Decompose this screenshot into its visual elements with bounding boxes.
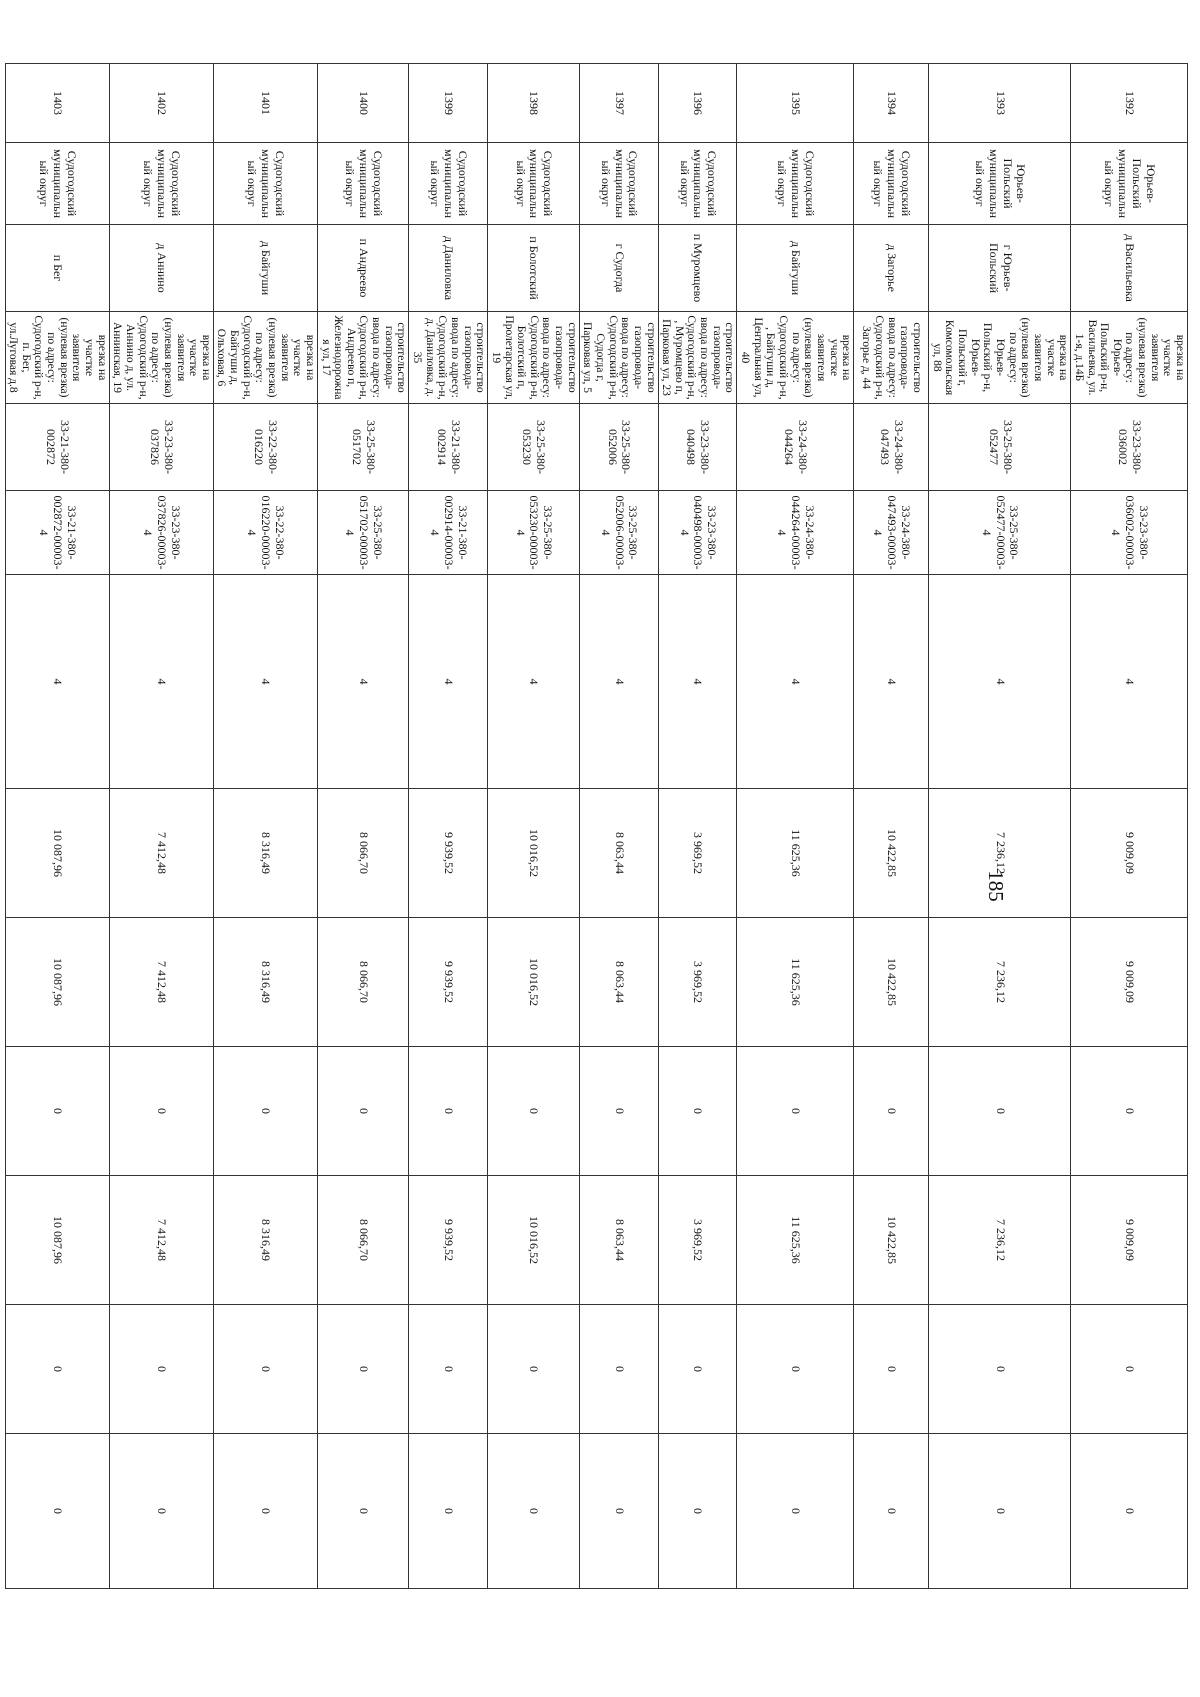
table-row — [109, 64, 213, 1589]
value-cell-2: 10 087,96 — [5, 918, 109, 1047]
value-cell-3: 0 — [658, 1047, 737, 1176]
district-cell: Судогодский муниципальный округ — [579, 143, 658, 225]
category-cell: 4 — [1071, 575, 1188, 789]
contract-number-cell: 33-23-380-037826-00003-4 — [109, 491, 213, 575]
value-cell-4: 9 939,52 — [409, 1176, 488, 1305]
table-row — [317, 64, 408, 1589]
cadastral-number-cell: 33-24-380-047493 — [854, 404, 929, 491]
contract-number-cell: 33-23-380-040498-00003-4 — [658, 491, 737, 575]
category-cell: 4 — [488, 575, 579, 789]
value-cell-6: 0 — [658, 1434, 737, 1589]
value-cell-5: 0 — [929, 1305, 1071, 1434]
district-cell: Судогодский муниципальный округ — [488, 143, 579, 225]
description-cell: врезка на участке заявителя (нулевая врезка) по адресу: Судогодский р-н, Аннино д, ул. Аннинская, 19 — [109, 312, 213, 404]
page-number: 185 — [984, 870, 1008, 902]
district-cell: Судогодский муниципальный округ — [409, 143, 488, 225]
value-cell-2: 7 236,12 — [929, 918, 1071, 1047]
category-cell: 4 — [213, 575, 317, 789]
contract-number-cell: 33-25-380-053230-00003-4 — [488, 491, 579, 575]
settlement-cell: п Болотский — [488, 225, 579, 312]
cadastral-number-cell: 33-25-380-051702 — [317, 404, 408, 491]
table-row — [213, 64, 317, 1589]
contract-number-cell: 33-22-380-016220-00003-4 — [213, 491, 317, 575]
value-cell-2: 9 009,09 — [1071, 918, 1188, 1047]
value-cell-6: 0 — [737, 1434, 854, 1589]
row-number-cell: 1392 — [1071, 64, 1188, 143]
value-cell-1: 9 009,09 — [1071, 789, 1188, 918]
value-cell-1: 11 625,36 — [737, 789, 854, 918]
value-cell-3: 0 — [737, 1047, 854, 1176]
row-number-cell: 1394 — [854, 64, 929, 143]
value-cell-5: 0 — [579, 1305, 658, 1434]
settlement-cell: д Байгуши — [737, 225, 854, 312]
row-number-cell: 1402 — [109, 64, 213, 143]
category-cell: 4 — [409, 575, 488, 789]
table-row — [579, 64, 658, 1589]
value-cell-6: 0 — [5, 1434, 109, 1589]
value-cell-1: 10 422,85 — [854, 789, 929, 918]
value-cell-1: 8 066,70 — [317, 789, 408, 918]
category-cell: 4 — [854, 575, 929, 789]
row-number-cell: 1403 — [5, 64, 109, 143]
settlement-cell: п Бег — [5, 225, 109, 312]
settlement-cell: д Загорье — [854, 225, 929, 312]
value-cell-6: 0 — [409, 1434, 488, 1589]
value-cell-2: 10 016,52 — [488, 918, 579, 1047]
value-cell-3: 0 — [854, 1047, 929, 1176]
value-cell-4: 3 969,52 — [658, 1176, 737, 1305]
value-cell-4: 8 316,49 — [213, 1176, 317, 1305]
category-cell: 4 — [109, 575, 213, 789]
value-cell-1: 7 412,48 — [109, 789, 213, 918]
cadastral-number-cell: 33-25-380-053230 — [488, 404, 579, 491]
value-cell-6: 0 — [488, 1434, 579, 1589]
district-cell: Судогодский муниципальный округ — [5, 143, 109, 225]
contract-number-cell: 33-24-380-044264-00003-4 — [737, 491, 854, 575]
value-cell-6: 0 — [109, 1434, 213, 1589]
district-cell: Судогодский муниципальный округ — [658, 143, 737, 225]
district-cell: Юрьев-Польский муниципальный округ — [1071, 143, 1188, 225]
value-cell-4: 9 009,09 — [1071, 1176, 1188, 1305]
contract-number-cell: 33-24-380-047493-00003-4 — [854, 491, 929, 575]
description-cell: строительство газопровода-ввода по адресу: Судогодский р-н, , Муромцево п, Парковая ул, 23 — [658, 312, 737, 404]
value-cell-2: 3 969,52 — [658, 918, 737, 1047]
value-cell-5: 0 — [488, 1305, 579, 1434]
value-cell-4: 11 625,36 — [737, 1176, 854, 1305]
value-cell-5: 0 — [1071, 1305, 1188, 1434]
contract-number-cell: 33-25-380-051702-00003-4 — [317, 491, 408, 575]
value-cell-2: 7 412,48 — [109, 918, 213, 1047]
value-cell-4: 10 087,96 — [5, 1176, 109, 1305]
settlement-cell: д Васильевка — [1071, 225, 1188, 312]
value-cell-6: 0 — [929, 1434, 1071, 1589]
cadastral-number-cell: 33-25-380-052006 — [579, 404, 658, 491]
district-cell: Судогодский муниципальный округ — [737, 143, 854, 225]
district-cell: Судогодский муниципальный округ — [109, 143, 213, 225]
row-number-cell: 1398 — [488, 64, 579, 143]
value-cell-3: 0 — [5, 1047, 109, 1176]
category-cell: 4 — [658, 575, 737, 789]
value-cell-1: 8 316,49 — [213, 789, 317, 918]
row-number-cell: 1400 — [317, 64, 408, 143]
description-cell: врезка на участке заявителя (нулевая врезка) по адресу: Судогодский р-н, п. Бег, ул.Луговая д.8 — [5, 312, 109, 404]
value-cell-6: 0 — [1071, 1434, 1188, 1589]
value-cell-2: 8 063,44 — [579, 918, 658, 1047]
contract-number-cell: 33-21-380-002914-00003-4 — [409, 491, 488, 575]
category-cell: 4 — [5, 575, 109, 789]
value-cell-5: 0 — [109, 1305, 213, 1434]
row-number-cell: 1401 — [213, 64, 317, 143]
value-cell-1: 10 016,52 — [488, 789, 579, 918]
value-cell-3: 0 — [213, 1047, 317, 1176]
value-cell-4: 10 422,85 — [854, 1176, 929, 1305]
cadastral-number-cell: 33-23-380-040498 — [658, 404, 737, 491]
value-cell-5: 0 — [658, 1305, 737, 1434]
row-number-cell: 1397 — [579, 64, 658, 143]
value-cell-6: 0 — [317, 1434, 408, 1589]
value-cell-6: 0 — [213, 1434, 317, 1589]
description-cell: строительство газопровода-ввода по адресу: Судогодский р-н, Судогда г, Парковая ул, 5 — [579, 312, 658, 404]
table-row — [5, 64, 109, 1589]
table-body — [5, 64, 1187, 1589]
cadastral-number-cell: 33-21-380-002872 — [5, 404, 109, 491]
table-row — [854, 64, 929, 1589]
value-cell-4: 8 066,70 — [317, 1176, 408, 1305]
district-cell: Юрьев-Польский муниципальный округ — [929, 143, 1071, 225]
table-row — [658, 64, 737, 1589]
value-cell-1: 10 087,96 — [5, 789, 109, 918]
cadastral-number-cell: 33-25-380-052477 — [929, 404, 1071, 491]
settlement-cell: д Байгуши — [213, 225, 317, 312]
district-cell: Судогодский муниципальный округ — [317, 143, 408, 225]
table-row — [737, 64, 854, 1589]
value-cell-5: 0 — [854, 1305, 929, 1434]
value-cell-3: 0 — [317, 1047, 408, 1176]
value-cell-2: 8 316,49 — [213, 918, 317, 1047]
value-cell-3: 0 — [929, 1047, 1071, 1176]
value-cell-5: 0 — [5, 1305, 109, 1434]
table-row — [488, 64, 579, 1589]
category-cell: 4 — [579, 575, 658, 789]
district-cell: Судогодский муниципальный округ — [213, 143, 317, 225]
value-cell-1: 7 236,12 — [929, 789, 1071, 918]
cadastral-number-cell: 33-24-380-044264 — [737, 404, 854, 491]
settlement-cell: д Даниловка — [409, 225, 488, 312]
value-cell-5: 0 — [317, 1305, 408, 1434]
value-cell-6: 0 — [854, 1434, 929, 1589]
cadastral-number-cell: 33-22-380-016220 — [213, 404, 317, 491]
value-cell-1: 8 063,44 — [579, 789, 658, 918]
category-cell: 4 — [317, 575, 408, 789]
cadastral-number-cell: 33-23-380-036002 — [1071, 404, 1188, 491]
settlement-cell: г Судогда — [579, 225, 658, 312]
value-cell-4: 7 236,12 — [929, 1176, 1071, 1305]
rotated-table-wrapper — [7, 63, 1188, 1588]
value-cell-2: 9 939,52 — [409, 918, 488, 1047]
row-number-cell: 1396 — [658, 64, 737, 143]
value-cell-6: 0 — [579, 1434, 658, 1589]
row-number-cell: 1393 — [929, 64, 1071, 143]
table-row — [929, 64, 1071, 1589]
settlement-cell: д Аннино — [109, 225, 213, 312]
cadastral-number-cell: 33-21-380-002914 — [409, 404, 488, 491]
value-cell-4: 8 063,44 — [579, 1176, 658, 1305]
contract-number-cell: 33-23-380-036002-00003-4 — [1071, 491, 1188, 575]
value-cell-4: 7 412,48 — [109, 1176, 213, 1305]
value-cell-1: 3 969,52 — [658, 789, 737, 918]
contract-number-cell: 33-25-380-052477-00003-4 — [929, 491, 1071, 575]
description-cell: строительство газопровода-ввода по адресу: Судогодский р-н, Андреево п, Железнодорожная ул, 17 — [317, 312, 408, 404]
cadastral-number-cell: 33-23-380-037826 — [109, 404, 213, 491]
contract-number-cell: 33-21-380-002872-00003-4 — [5, 491, 109, 575]
value-cell-2: 11 625,36 — [737, 918, 854, 1047]
description-cell: врезка на участке заявителя (нулевая врезка) по адресу: Судогодский р-н, , Байгуши д, Центральная ул, 40 — [737, 312, 854, 404]
value-cell-5: 0 — [737, 1305, 854, 1434]
table-row — [1071, 64, 1188, 1589]
settlement-cell: п Андреево — [317, 225, 408, 312]
contract-number-cell: 33-25-380-052006-00003-4 — [579, 491, 658, 575]
category-cell: 4 — [929, 575, 1071, 789]
category-cell: 4 — [737, 575, 854, 789]
description-cell: врезка на участке заявителя (нулевая врезка) по адресу: Юрьев-Польский р-н, Юрьев-Польский г, Комсомольская ул, 88 — [929, 312, 1071, 404]
table-row — [409, 64, 488, 1589]
description-cell: строительство газопровода-ввода по адресу: Судогодский р-н, Болотский п, Пролетарская ул, 19 — [488, 312, 579, 404]
description-cell: врезка на участке заявителя (нулевая врезка) по адресу: Судогодский р-н, Байгуши д, Ольховая, 6 — [213, 312, 317, 404]
value-cell-3: 0 — [579, 1047, 658, 1176]
row-number-cell: 1399 — [409, 64, 488, 143]
district-cell: Судогодский муниципальный округ — [854, 143, 929, 225]
value-cell-5: 0 — [409, 1305, 488, 1434]
settlement-cell: п Муромцево — [658, 225, 737, 312]
description-cell: строительство газопровода-ввода по адресу: Судогодский р-н, Загорье д, 44 — [854, 312, 929, 404]
row-number-cell: 1395 — [737, 64, 854, 143]
value-cell-3: 0 — [409, 1047, 488, 1176]
value-cell-3: 0 — [109, 1047, 213, 1176]
description-cell: строительство газопровода-ввода по адресу: Судогодский р-н, д. Даниловка, д. 35 — [409, 312, 488, 404]
value-cell-2: 10 422,85 — [854, 918, 929, 1047]
value-cell-3: 0 — [1071, 1047, 1188, 1176]
value-cell-1: 9 939,52 — [409, 789, 488, 918]
value-cell-3: 0 — [488, 1047, 579, 1176]
value-cell-2: 8 066,70 — [317, 918, 408, 1047]
value-cell-5: 0 — [213, 1305, 317, 1434]
gasification-table — [5, 63, 1188, 1589]
value-cell-4: 10 016,52 — [488, 1176, 579, 1305]
description-cell: врезка на участке заявителя (нулевая врезка) по адресу: Юрьев-Польский р-н, Васильевка, ул. 1-я, д.14Б — [1071, 312, 1188, 404]
settlement-cell: г Юрьев-Польский — [929, 225, 1071, 312]
